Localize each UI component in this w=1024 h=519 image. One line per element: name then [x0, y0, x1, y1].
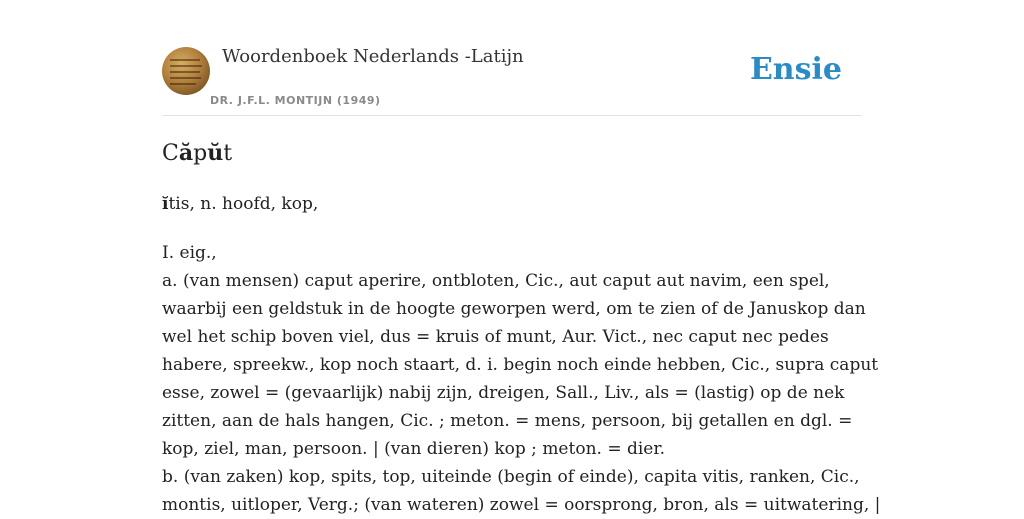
- definition-line: b. (van zaken) kop, spits, top, uiteinde (begin of einde), capita vitis, ranken, Cic.,: [162, 467, 860, 487]
- definition-line: montis, uitloper, Verg.; (van wateren) zowel = oorsprong, bron, als = uitwatering, |: [162, 495, 881, 515]
- page: [162, 0, 881, 515]
- headword-part: C: [162, 141, 179, 166]
- grammar-mark: ĭ: [162, 194, 169, 214]
- book-title[interactable]: Woordenboek Nederlands -Latijn: [222, 46, 524, 67]
- coin-icon[interactable]: [162, 47, 210, 95]
- headword-part: p: [193, 141, 208, 166]
- author: DR. J.F.L. MONTIJN (1949): [210, 94, 381, 107]
- definition-line: esse, zowel = (gevaarlijk) nabij zijn, dreigen, Sall., Liv., als = (lastig) op de nek: [162, 383, 845, 403]
- definition-line: kop, ziel, man, persoon. | (van dieren) kop ; meton. = dier.: [162, 439, 666, 459]
- definition-text: [162, 239, 881, 519]
- brand-logo[interactable]: Ensie: [749, 52, 842, 87]
- header: [162, 0, 862, 116]
- headword-part: ă: [178, 140, 194, 166]
- definition-line: I. eig.,: [162, 243, 217, 263]
- headword-part: t: [223, 141, 233, 166]
- definition-line: habere, spreekw., kop noch staart, d. i. begin noch einde hebben, Cic., supra caput: [162, 355, 879, 375]
- definition-line: waarbij een geldstuk in de hoogte geworpen werd, om te zien of de Januskop dan: [162, 299, 866, 319]
- grammar-text: tis, n. hoofd, kop,: [168, 194, 319, 214]
- headword-part: ŭ: [207, 140, 224, 166]
- headword: [162, 140, 232, 166]
- definition-line: wel het schip boven viel, dus = kruis of munt, Aur. Vict., nec caput nec pedes: [162, 327, 829, 347]
- grammar-line: [162, 194, 318, 214]
- definition-line: zitten, aan de hals hangen, Cic. ; meton. = mens, persoon, bij getallen en dgl. =: [162, 411, 853, 431]
- definition-line: a. (van mensen) caput aperire, ontbloten, Cic., aut caput aut navim, een spel,: [162, 271, 830, 291]
